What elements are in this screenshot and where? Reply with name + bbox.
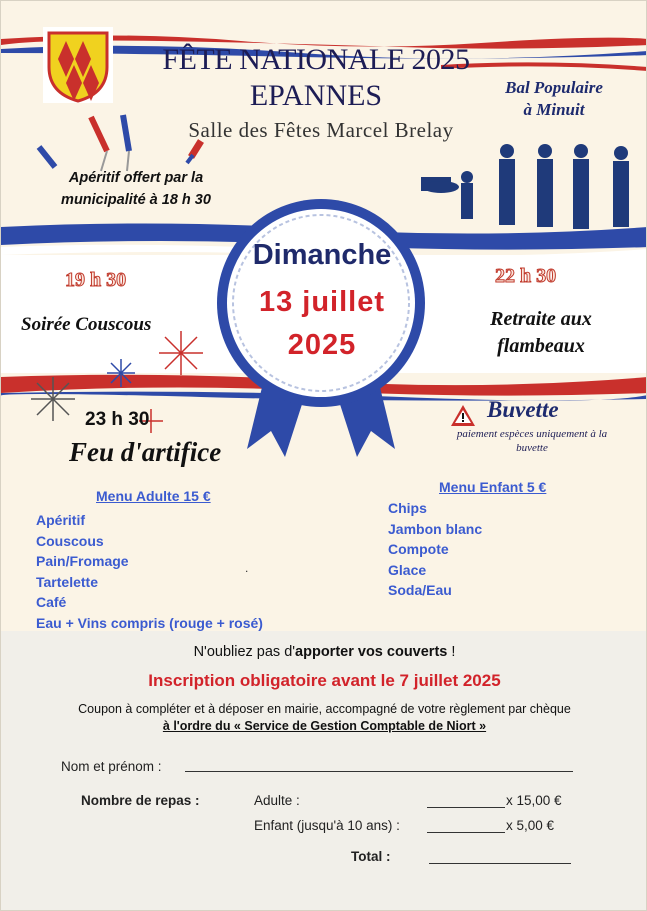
menu-adulte-list [36, 510, 263, 634]
warning-icon [451, 405, 475, 426]
adulte-quantity-field[interactable] [427, 807, 505, 808]
couverts-reminder [1, 644, 647, 660]
list-item: Tartelette [36, 573, 98, 590]
buvette-note [437, 427, 627, 455]
cheque-order: à l'ordre du « Service de Gestion Comptable de Niort » [162, 719, 487, 733]
soiree-time: 19 h 30 [65, 269, 127, 291]
retraite-label [461, 306, 621, 360]
aperitif-info [31, 167, 241, 211]
coupon-instructions: Coupon à compléter et à déposer en mairie, accompagné de votre règlement par chèque [78, 702, 571, 716]
menu-enfant-title: Menu Enfant 5 € [439, 479, 547, 495]
bal-line1: Bal Populaire [505, 78, 603, 97]
adulte-price: x 15,00 € [506, 793, 562, 808]
list-item: Café [36, 594, 67, 611]
nom-field[interactable] [185, 771, 573, 772]
nom-label: Nom et prénom : [61, 759, 162, 774]
town-name: EPANNES [249, 79, 383, 112]
repas-label: Nombre de repas : [81, 793, 200, 808]
retraite-time: 22 h 30 [495, 265, 557, 287]
feu-label: Feu d'artifice [69, 437, 222, 467]
band-silhouette-icon [421, 144, 629, 229]
rockets-icon [39, 115, 129, 171]
list-item: Jambon blanc [388, 520, 483, 537]
buvette-note-line2: buvette [516, 442, 548, 454]
couverts-bold: apporter vos couverts [295, 644, 448, 660]
menu-adulte-title: Menu Adulte 15 € [96, 488, 211, 504]
couverts-pre: N'oubliez pas d' [193, 644, 296, 660]
enfant-price: x 5,00 € [506, 818, 555, 833]
total-field[interactable] [429, 863, 571, 864]
venue-name: Salle des Fêtes Marcel Brelay [188, 118, 454, 142]
retraite-line1: Retraite aux [490, 308, 592, 330]
aperitif-line2: municipalité à 18 h 30 [61, 192, 211, 208]
badge-day: Dimanche [252, 239, 392, 271]
retraite-line2: flambeaux [497, 335, 585, 357]
list-item: Pain/Fromage [36, 553, 129, 570]
menu-enfant-list [388, 498, 482, 601]
coat-of-arms-icon [43, 27, 113, 103]
event-title: FÊTE NATIONALE 2025 [162, 43, 470, 76]
badge-year: 2025 [287, 329, 357, 361]
soiree-label: Soirée Couscous [21, 314, 152, 335]
list-item: Compote [388, 541, 449, 558]
couverts-post: ! [447, 644, 456, 660]
list-item: Soda/Eau [388, 582, 452, 599]
buvette-label: Buvette [487, 397, 559, 422]
aperitif-line1: Apéritif offert par la [68, 170, 204, 186]
enfant-label: Enfant (jusqu'à 10 ans) : [254, 818, 400, 833]
list-item: Apéritif [36, 512, 85, 528]
total-label: Total : [351, 849, 391, 864]
badge-date: 13 juillet [258, 286, 386, 318]
enfant-quantity-field[interactable] [427, 832, 505, 833]
list-item: Eau + Vins compris (rouge + rosé) [36, 614, 263, 631]
bal-populaire [479, 77, 629, 121]
adulte-label: Adulte : [254, 793, 300, 808]
list-item: Glace [388, 561, 427, 578]
inscription-deadline: Inscription obligatoire avant le 7 juillet 2025 [148, 671, 501, 690]
rosette-badge [217, 199, 425, 457]
stray-dot: . [245, 561, 249, 575]
bal-line2: à Minuit [523, 100, 585, 119]
list-item: Couscous [36, 532, 104, 549]
list-item: Chips [388, 500, 427, 516]
feu-time: 23 h 30 [85, 409, 150, 430]
buvette-note-line1: paiement espèces uniquement à la [456, 428, 608, 440]
